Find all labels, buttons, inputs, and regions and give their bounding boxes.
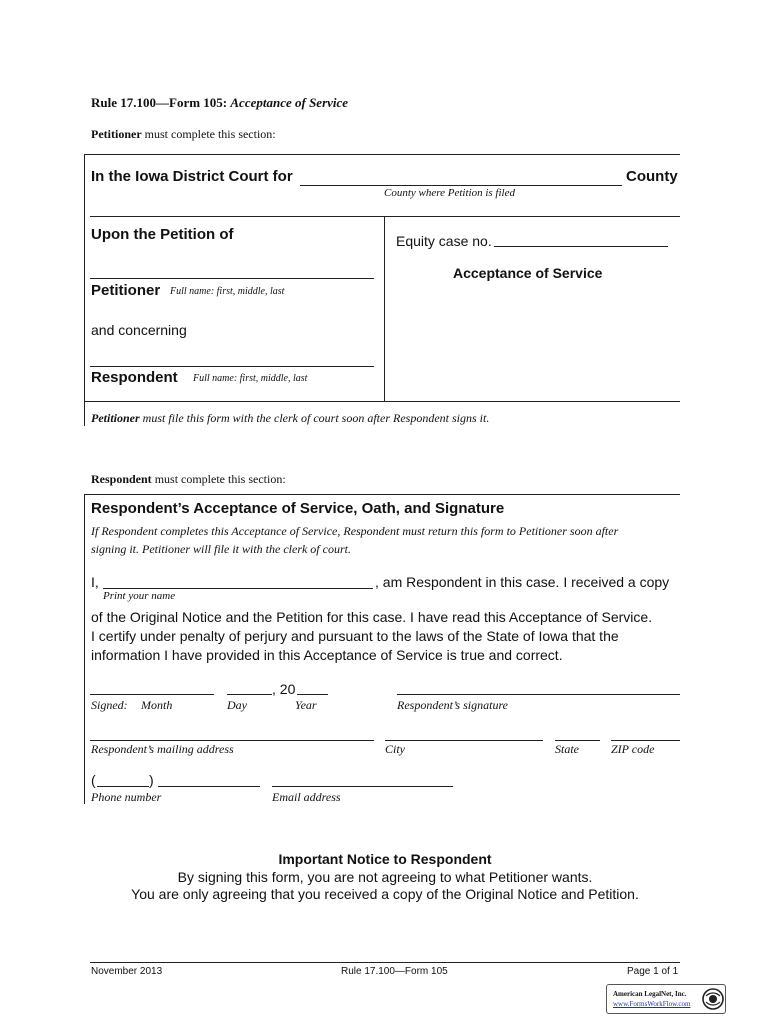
signed-label: Signed: (91, 698, 128, 712)
footer-rule (90, 962, 680, 963)
county-field[interactable] (300, 185, 622, 186)
email-field[interactable] (272, 786, 453, 787)
footer-form-id: Rule 17.100—Form 105 (341, 966, 448, 977)
respondent-section-top-rule (84, 494, 680, 495)
equity-case-field[interactable] (494, 246, 668, 247)
county-hint: County where Petition is filed (384, 187, 515, 199)
file-note-petitioner: Petitioner (91, 411, 140, 425)
year-field[interactable] (297, 694, 328, 695)
zip-label: ZIP code (611, 742, 655, 756)
footer-page-number: Page 1 of 1 (627, 966, 679, 977)
print-name-field[interactable] (103, 588, 373, 589)
respondent-name-field[interactable] (90, 366, 374, 367)
caption-top-rule (90, 216, 680, 217)
respondent-name-hint: Full name: first, middle, last (193, 373, 308, 384)
area-code-field[interactable] (97, 786, 149, 787)
day-label: Day (227, 698, 247, 712)
rule-title: Acceptance of Service (230, 95, 349, 110)
city-label: City (385, 742, 405, 756)
signature-field[interactable] (397, 694, 680, 695)
year-label: Year (295, 698, 317, 712)
body-line3: information I have provided in this Acceptance of Service is true and correct. (91, 647, 563, 663)
respondent-instruction (91, 472, 286, 487)
am-respondent-text: , am Respondent in this case. I received a copy (375, 574, 670, 590)
county-suffix: County (626, 168, 678, 185)
legalnet-logo (606, 984, 726, 1014)
petitioner-instruction-text: must complete this section: (141, 127, 276, 141)
upon-petition-label: Upon the Petition of (91, 226, 234, 243)
section-left-rule (84, 154, 85, 426)
month-field[interactable] (90, 694, 214, 695)
respondent-label: Respondent (91, 369, 178, 386)
court-prefix: In the Iowa District Court for (91, 168, 293, 185)
respondent-instruction-text: must complete this section: (151, 472, 286, 486)
mailing-address-label: Respondent’s mailing address (91, 742, 234, 756)
section-top-rule (84, 154, 680, 155)
logo-website[interactable]: www.FormsWorkFlow.com (613, 1000, 691, 1008)
i-label: I, (91, 574, 99, 590)
respondent-note-line1: If Respondent completes this Acceptance of Service, Respondent must return this form to Petitioner soon after (91, 524, 619, 538)
petitioner-name-field[interactable] (90, 278, 374, 279)
petitioner-label: Petitioner (91, 282, 161, 299)
respondent-heading: Respondent’s Acceptance of Service, Oath, and Signature (91, 500, 505, 517)
signature-label: Respondent’s signature (397, 698, 508, 712)
city-field[interactable] (385, 740, 543, 741)
form-rule-heading (91, 95, 348, 111)
phone-number-field[interactable] (158, 786, 260, 787)
day-field[interactable] (227, 694, 272, 695)
respondent-note-line2: signing it. Petitioner will file it with the clerk of court. (91, 542, 351, 556)
month-label: Month (141, 698, 173, 712)
file-note (91, 411, 489, 426)
year-prefix: , 20 (272, 681, 296, 697)
petitioner-name-hint: Full name: first, middle, last (170, 286, 285, 297)
logo-company: American LegalNet, Inc. (613, 990, 687, 998)
petitioner-word: Petitioner (91, 127, 142, 141)
phone-open-paren: ( (91, 772, 96, 788)
phone-label: Phone number (91, 790, 162, 804)
globe-icon (702, 987, 724, 1011)
footer-date: November 2013 (91, 966, 163, 977)
caption-divider (384, 216, 385, 401)
body-line2: I certify under penalty of perjury and pursuant to the laws of the State of Iowa that the (91, 628, 619, 644)
notice-line2: You are only agreeing that you received a copy of the Original Notice and Petition. (131, 886, 639, 902)
respondent-section-left-rule (84, 494, 85, 804)
notice-line1: By signing this form, you are not agreeing to what Petitioner wants. (177, 869, 593, 885)
form-title: Acceptance of Service (453, 265, 603, 281)
respondent-word: Respondent (91, 472, 152, 486)
email-label: Email address (272, 790, 341, 804)
petitioner-instruction (91, 127, 276, 142)
body-line1: of the Original Notice and the Petition for this case. I have read this Acceptance of Service. (91, 609, 653, 625)
print-name-hint: Print your name (103, 590, 176, 602)
notice-title: Important Notice to Respondent (278, 851, 492, 867)
and-concerning-label: and concerning (91, 322, 187, 338)
rule-prefix: Rule 17.100—Form 105: (91, 95, 231, 110)
caption-bottom-rule (84, 401, 680, 402)
equity-case-label: Equity case no. (396, 233, 492, 249)
zip-field[interactable] (611, 740, 680, 741)
state-label: State (555, 742, 579, 756)
state-field[interactable] (555, 740, 600, 741)
file-note-text: must file this form with the clerk of court soon after Respondent signs it. (139, 411, 490, 425)
mailing-address-field[interactable] (90, 740, 374, 741)
phone-close-paren: ) (149, 772, 154, 788)
